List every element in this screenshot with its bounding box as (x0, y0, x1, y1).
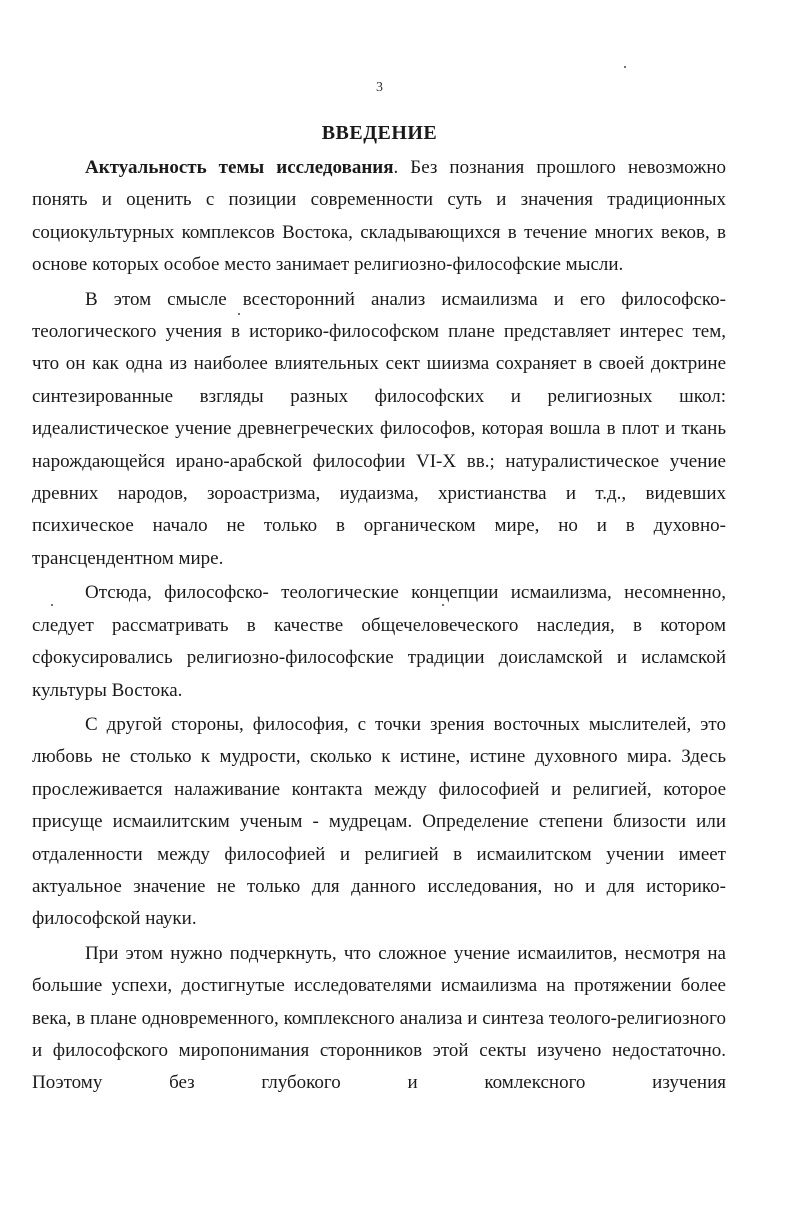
paragraph-4 (32, 709, 726, 936)
scan-speck (238, 313, 240, 315)
paragraph-5 (32, 938, 726, 1100)
paragraph-text: С другой стороны, философия, с точки зрения восточных мыслителей, это любовь не столько к мудрости, сколько к истине, истине духовного мира. Здесь прослеживается налаживание контакта между философией и религией, которое присуще исмаилитским ученым - мудрецам. Определение степени близости или отдаленности между философией и религией в исмаилитском учении имеет актуальное значение не только для данного исследования, но и для историко-философской науки. (32, 713, 726, 930)
paragraph-text: При этом нужно подчеркнуть, что сложное учение исмаилитов, несмотря на большие успехи, достигнутые исследователями исмаилизма на протяжении более века, в плане одновременного, комплексного анализа и синтеза теолого-религиозного и философского миропонимания сторонников этой секты изучено недостаточно. Поэтому без глубокого и комлексного изучения (32, 942, 726, 1094)
scan-speck (624, 66, 626, 68)
paragraph-2 (32, 284, 726, 576)
page-number: 3 (376, 80, 383, 95)
scan-speck (442, 604, 444, 606)
paragraph-text: . Без познания прошлого невозможно понять и оценить с позиции современности суть и значения традиционных социокультурных комплексов Востока, складывающихся в течение многих веков, в основе которых особое место занимает религиозно-философские мысли. (32, 157, 726, 276)
section-lead: Актуальность темы исследования (85, 157, 394, 178)
scan-speck (51, 604, 53, 606)
paragraph-1 (32, 152, 726, 282)
paragraph-3 (32, 577, 726, 707)
body-text (32, 152, 726, 1100)
paragraph-text: Отсюда, философско- теологические концепции исмаилизма, несомненно, следует рассматривать в качестве общечеловеческого наследия, в котором сфокусировались религиозно-философские традиции доисламской и исламской культуры Востока. (32, 582, 726, 701)
paragraph-text: В этом смысле всесторонний анализ исмаилизма и его философско-теологического учения в историко-философском плане представляет интерес тем, что он как одна из наиболее влиятельных сект шиизма сохраняет в своей доктрине синтезированные взгляды разных философских и религиозных школ: идеалистическое учение древнегреческих философов, которая вошла в плот и ткань нарождающейся ирано-арабской философии VI-X вв.; натуралистическое учение древних народов, зороастризма, иудаизма, христианства и т.д., видевших психическое начало не только в органическом мире, но и в духовно-трансцендентном мире. (32, 288, 726, 569)
page-title: ВВЕДЕНИЕ (321, 122, 438, 144)
